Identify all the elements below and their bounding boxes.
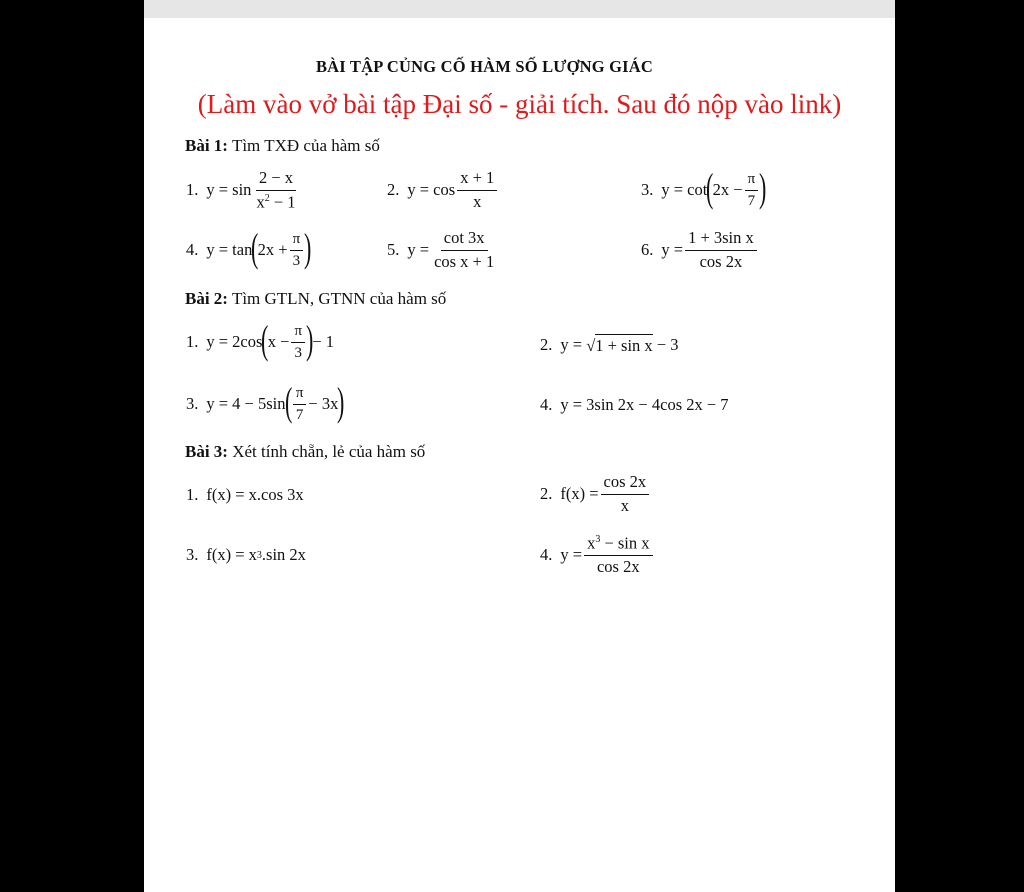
eq-number: 2. [540, 335, 553, 354]
eq-number: 2. [387, 180, 400, 199]
section-2-heading [185, 289, 446, 309]
fraction: $\frac{\pi}{3}$ [291, 324, 305, 361]
eq-expression: y = 3sin 2x − 4cos 2x − 7 [560, 395, 729, 414]
section-3-text: Xét tính chẵn, lẻ của hàm số [232, 442, 426, 461]
fraction: $\frac{\pi}{7}$ [745, 172, 759, 209]
denominator: cos 2x [596, 557, 640, 576]
eq-number: 4. [540, 545, 553, 565]
numerator: $x^3 - \sin x$ [584, 535, 652, 556]
eq-lhs: y = cot [661, 180, 708, 199]
document-title: BÀI TẬP CỦNG CỐ HÀM SỐ LƯỢNG GIÁC [315, 57, 654, 76]
bai3-eq3 [186, 545, 306, 565]
eq-tail: − 3 [656, 335, 679, 354]
bai1-eq4: 4. y = tan ( 2x + $\frac{\pi}{3}$ ) [186, 225, 312, 270]
eq-lhs: f(x) = x [206, 545, 257, 564]
eq-lhs: y = cos [407, 180, 456, 199]
denominator: cos 2x [699, 251, 743, 271]
eq-number: 1. [186, 485, 199, 504]
eq-number: 6. [641, 240, 654, 259]
fraction: $\frac{\pi}{7}$ [293, 386, 307, 423]
bai1-eq3: 3. y = cot ( 2x − $\frac{\pi}{7}$ ) [641, 165, 767, 210]
eq-number: 3. [641, 180, 654, 199]
eq-number: 3. [186, 394, 199, 413]
eq-lhs: y = sin [206, 180, 252, 200]
fraction [457, 170, 497, 210]
bai2-eq2 [540, 334, 679, 356]
numerator: 2 − x [256, 170, 296, 191]
bai1-eq1 [186, 170, 301, 211]
bai2-eq4 [540, 395, 729, 415]
eq-number: 4. [186, 240, 199, 259]
section-1-text: Tìm TXĐ của hàm số [231, 136, 380, 155]
numerator: cot 3x [441, 230, 488, 251]
section-1-heading [185, 136, 380, 156]
square-root: √ 1 + sin x [582, 336, 653, 355]
eq-inner: − 3x [308, 394, 339, 413]
bai1-eq5 [387, 230, 499, 270]
document-page [144, 0, 895, 892]
eq-number: 2. [540, 484, 553, 503]
section-2-text: Tìm GTLN, GTNN của hàm số [231, 289, 447, 308]
eq-lhs: y = [407, 240, 430, 259]
eq-inner: x − [267, 332, 290, 351]
bai2-eq3: 3. y = 4 − 5sin ( $\frac{\pi}{7}$ − 3x ) [186, 379, 345, 424]
eq-lhs: y = 2cos [206, 332, 263, 351]
eq-number: 5. [387, 240, 400, 259]
section-3-heading [185, 442, 425, 462]
fraction [431, 230, 497, 270]
document-subtitle: (Làm vào vở bài tập Đại số - giải tích. Sau đó nộp vào link) [197, 89, 842, 119]
fraction [601, 474, 650, 514]
bai1-eq6 [641, 230, 759, 270]
bai2-eq1: 1. y = 2cos ( x − $\frac{\pi}{3}$ ) − 1 [186, 317, 335, 362]
eq-number: 1. [186, 332, 199, 351]
denominator: x [473, 191, 482, 211]
denominator: cos x + 1 [434, 251, 495, 271]
exponent: 3 [256, 549, 262, 561]
bai3-eq2 [540, 474, 651, 514]
eq-inner: 2x − [712, 180, 743, 199]
eq-tail: − 1 [312, 332, 335, 351]
denominator: x [620, 495, 629, 515]
eq-inner: 2x + [257, 240, 288, 259]
eq-rhs: .sin 2x [261, 545, 306, 564]
eq-lhs: y = [560, 335, 583, 354]
eq-expression: f(x) = x.cos 3x [206, 485, 304, 504]
eq-lhs: y = tan [206, 240, 253, 259]
fraction [253, 170, 298, 211]
bai3-eq4 [540, 535, 655, 576]
eq-lhs: y = 4 − 5sin [206, 394, 286, 413]
denominator: $x^2 - 1$ [256, 192, 296, 211]
bai1-eq2 [387, 170, 499, 210]
section-1-label: Bài 1: [185, 136, 228, 155]
numerator: x + 1 [457, 170, 497, 191]
section-2-label: Bài 2: [185, 289, 228, 308]
fraction: $\frac{\pi}{3}$ [290, 232, 304, 269]
eq-lhs: y = [661, 240, 684, 259]
eq-number: 1. [186, 180, 199, 200]
bai3-eq1 [186, 485, 304, 505]
section-3-label: Bài 3: [185, 442, 228, 461]
eq-number: 4. [540, 395, 553, 414]
fraction [584, 535, 652, 576]
eq-number: 3. [186, 545, 199, 564]
numerator: cos 2x [601, 474, 650, 495]
eq-lhs: f(x) = [560, 484, 599, 503]
eq-lhs: y = [560, 545, 583, 565]
radicand: 1 + sin x [595, 336, 653, 355]
fraction [685, 230, 757, 270]
numerator: 1 + 3sin x [685, 230, 757, 251]
top-strip [144, 0, 895, 18]
